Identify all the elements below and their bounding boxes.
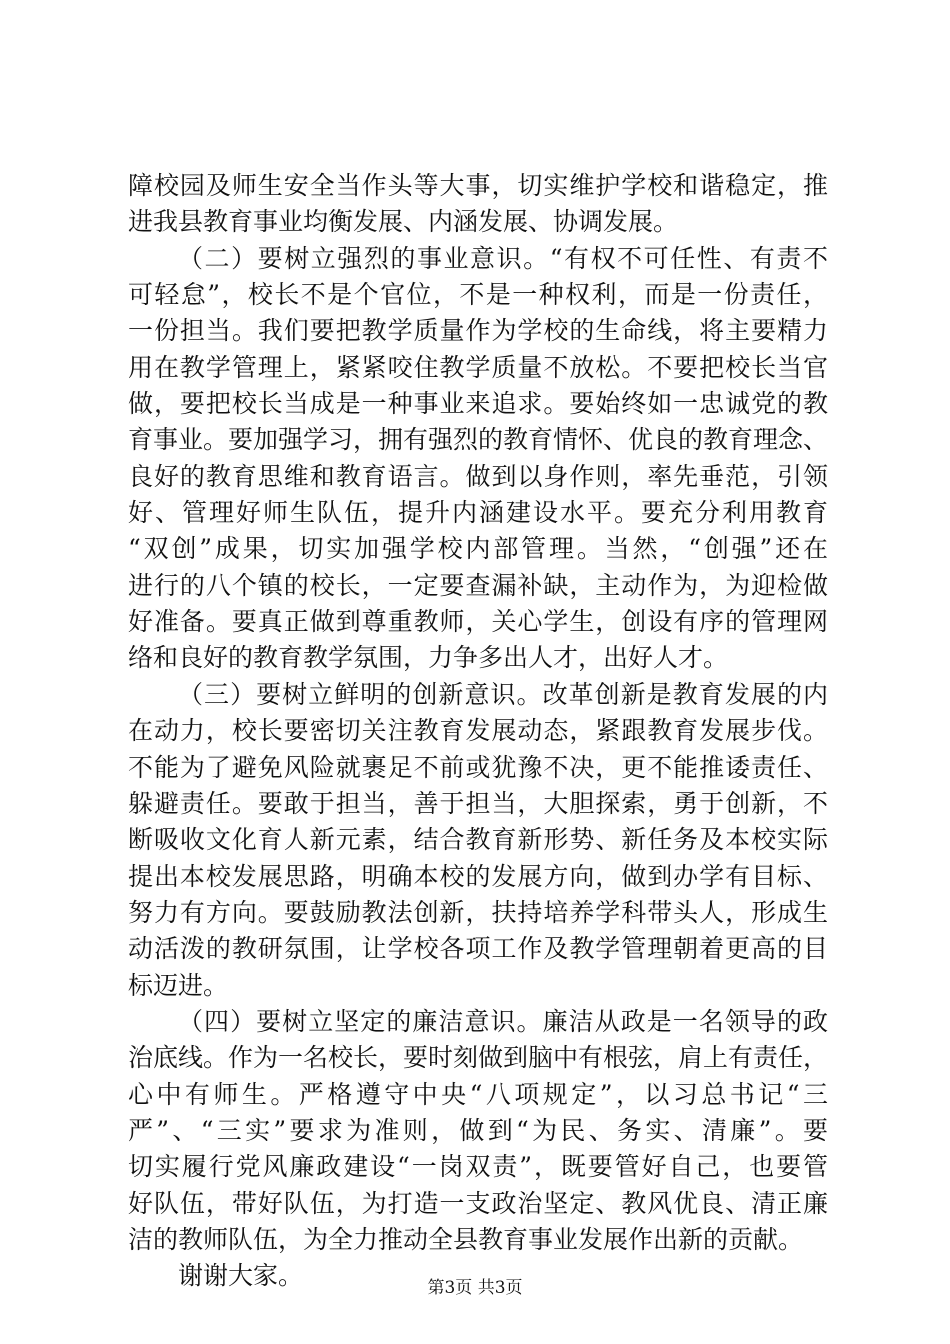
text-line: “双创”成果，切实加强学校内部管理。当然，“创强”还在	[128, 534, 828, 564]
text-line: （四）要树立坚定的廉洁意识。廉洁从政是一名领导的政	[178, 1006, 828, 1036]
text-line: 络和良好的教育教学氛围，力争多出人才，出好人才。	[128, 643, 729, 673]
text-line: 好、管理好师生队伍，提升内涵建设水平。要充分利用教育	[128, 498, 828, 528]
text-line: 障校园及师生安全当作头等大事，切实维护学校和谐稳定，推	[128, 171, 828, 200]
text-line: 可轻怠”，校长不是个官位，不是一种权利，而是一份责任，	[128, 280, 828, 310]
text-line: 用在教学管理上，紧紧咬住教学质量不放松。不要把校长当官	[128, 352, 828, 382]
text-line: 在动力，校长要密切关注教育发展动态，紧跟教育发展步伐。	[128, 716, 828, 746]
text-line: 动活泼的教研氛围，让学校各项工作及教学管理朝着更高的目	[128, 934, 828, 964]
text-line: 躲避责任。要敢于担当，善于担当，大胆探索，勇于创新，不	[128, 788, 828, 818]
text-line: 好准备。要真正做到尊重教师，关心学生，创设有序的管理网	[128, 607, 828, 637]
text-line: 做，要把校长当成是一种事业来追求。要始终如一忠诚党的教	[128, 389, 828, 419]
text-line: 提出本校发展思路，明确本校的发展方向，做到办学有目标、	[128, 861, 828, 891]
text-line: （三）要树立鲜明的创新意识。改革创新是教育发展的内	[178, 679, 828, 709]
text-line: 一份担当。我们要把教学质量作为学校的生命线，将主要精力	[128, 316, 828, 346]
text-line: 育事业。要加强学习，拥有强烈的教育情怀、优良的教育理念、	[128, 425, 828, 455]
document-body	[128, 168, 828, 1295]
text-line: 严”、“三实”要求为准则，做到“为民、务实、清廉”。要	[128, 1115, 828, 1145]
text-line: 谢谢大家。	[178, 1261, 304, 1291]
text-line: （二）要树立强烈的事业意识。“有权不可任性、有责不	[178, 243, 828, 273]
page-footer: 第3页 共3页	[427, 1278, 523, 1298]
text-line: 不能为了避免风险就裹足不前或犹豫不决，更不能推诿责任、	[128, 752, 828, 782]
text-line: 洁的教师队伍，为全力推动全县教育事业发展作出新的贡献。	[128, 1224, 804, 1254]
text-line: 努力有方向。要鼓励教法创新，扶持培养学科带头人，形成生	[128, 897, 828, 927]
text-line: 切实履行党风廉政建设“一岗双责”，既要管好自己，也要管	[128, 1152, 828, 1182]
text-line: 治底线。作为一名校长，要时刻做到脑中有根弦，肩上有责任，	[128, 1043, 828, 1073]
text-line: 进行的八个镇的校长，一定要查漏补缺，主动作为，为迎检做	[128, 570, 828, 600]
text-line: 标迈进。	[128, 970, 229, 1000]
text-line: 良好的教育思维和教育语言。做到以身作则，率先垂范，引领	[128, 461, 828, 491]
text-line: 进我县教育事业均衡发展、内涵发展、协调发展。	[128, 207, 679, 237]
text-line: 断吸收文化育人新元素，结合教育新形势、新任务及本校实际	[128, 825, 828, 855]
text-line: 心中有师生。严格遵守中央“八项规定”，以习总书记“三	[128, 1079, 828, 1109]
text-line: 好队伍，带好队伍，为打造一支政治坚定、教风优良、清正廉	[128, 1188, 828, 1218]
